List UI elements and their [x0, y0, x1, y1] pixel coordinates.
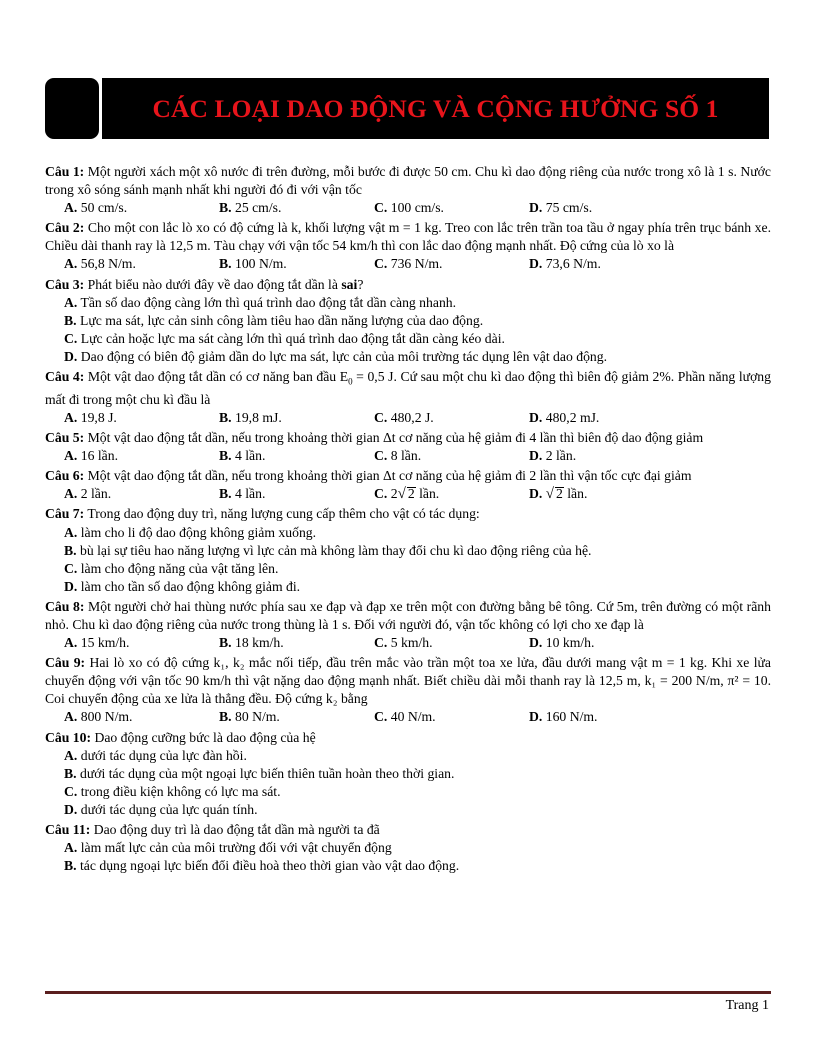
- option-text: 16 lần.: [77, 448, 118, 464]
- answer-option: [64, 255, 219, 273]
- answer-option: [529, 255, 684, 273]
- question-3: [45, 276, 771, 366]
- option-letter: A.: [64, 747, 78, 763]
- question-9: [45, 654, 771, 726]
- option-text: 80 N/m.: [231, 709, 280, 725]
- answer-option: [374, 634, 529, 652]
- question-number: Câu 9:: [45, 655, 86, 671]
- question-number: Câu 1:: [45, 164, 85, 179]
- option-text: dưới tác dụng của lực đàn hồi.: [77, 747, 247, 763]
- answer-option: [64, 708, 219, 726]
- option-text: làm cho động năng của vật tăng lên.: [77, 560, 279, 576]
- question-text: Hai lò xo có độ cứng k₁, k₂ mắc nối tiếp, đầu trên mắc vào trần một toa xe lửa, đầu dưới mang vật m = 1 kg. Khi xe lửa chuyển động với vận tốc 90 km/h thì vật nặng dao động mạnh nhất. Biết chiều dài mỗi thanh ray là 12,5 m, k₁ = 200 N/m, π² = 10. Coi chuyển động của xe lửa là thẳng đều. Độ cứng k₂ bằng: [45, 655, 771, 707]
- answer-options: [45, 409, 771, 427]
- answer-options: [45, 255, 771, 273]
- question-1: [45, 163, 771, 217]
- question-number: Câu 5:: [45, 430, 85, 446]
- question-emphasis: sai: [341, 276, 358, 292]
- question-stem: [45, 467, 771, 485]
- option-letter: B.: [64, 765, 77, 781]
- answer-option: [219, 255, 374, 273]
- answer-option: [529, 634, 684, 652]
- option-text: 50 cm/s.: [77, 200, 128, 216]
- question-5: [45, 429, 771, 465]
- option-text: dưới tác dụng của lực quán tính.: [77, 801, 258, 817]
- footer-divider: [45, 991, 771, 994]
- option-letter: D.: [64, 348, 78, 364]
- option-text: 10 km/h.: [542, 635, 595, 651]
- answer-options: [45, 524, 771, 596]
- answer-options: [45, 708, 771, 726]
- question-stem: [45, 505, 771, 523]
- option-text: 100 N/m.: [231, 256, 287, 272]
- answer-options: [45, 294, 771, 366]
- option-letter: B.: [219, 409, 232, 425]
- question-4: [45, 368, 771, 427]
- option-text: 18 km/h.: [231, 635, 284, 651]
- option-text: làm cho tần số dao động không giảm đi.: [77, 578, 301, 594]
- question-number: Câu 8:: [45, 598, 85, 614]
- answer-option: [45, 765, 771, 783]
- answer-option: [374, 199, 529, 217]
- option-letter: C.: [374, 635, 388, 651]
- answer-option: [219, 447, 374, 465]
- question-7: [45, 505, 771, 595]
- question-6: [45, 467, 771, 503]
- option-letter: D.: [529, 256, 543, 272]
- option-text: 480,2 mJ.: [542, 409, 600, 425]
- answer-option: [45, 524, 771, 542]
- option-letter: A.: [64, 486, 78, 502]
- option-letter: C.: [374, 200, 388, 216]
- option-text: 15 km/h.: [77, 635, 130, 651]
- question-text: Dao động cưỡng bức là dao động của hệ: [91, 729, 316, 745]
- option-text: bù lại sự tiêu hao năng lượng vì lực cản mà không làm thay đổi chu kì dao động riêng của hệ.: [76, 542, 592, 558]
- question-number: Câu 3:: [45, 276, 85, 292]
- answer-option: [45, 578, 771, 596]
- option-letter: B.: [64, 542, 77, 558]
- option-text: 56,8 N/m.: [77, 256, 136, 272]
- question-text: Một người xách một xô nước đi trên đường, mỗi bước đi được 50 cm. Chu kì dao động riêng của nước trong xô là 1 s. Nước trong xô sóng sánh mạnh nhất khi người đó đi với vận tốc: [45, 164, 771, 198]
- answer-option: [64, 447, 219, 465]
- answer-option: [45, 294, 771, 312]
- option-text: 5 km/h.: [387, 635, 433, 651]
- option-text: 2 lần.: [542, 448, 577, 464]
- option-letter: C.: [374, 409, 388, 425]
- question-text: Một vật dao động tắt dần, nếu trong khoảng thời gian Δt cơ năng của hệ giảm đi 4 lần thì biên độ dao động giảm: [84, 430, 704, 446]
- question-stem: [45, 276, 771, 294]
- answer-option: [529, 447, 684, 465]
- sqrt-icon: √: [545, 486, 554, 503]
- question-stem: [45, 729, 771, 747]
- page-title: CÁC LOẠI DAO ĐỘNG VÀ CỘNG HƯỞNG SỐ 1: [152, 93, 719, 123]
- question-stem: [45, 654, 771, 708]
- option-letter: D.: [529, 409, 543, 425]
- option-letter: B.: [219, 200, 232, 216]
- option-letter: A.: [64, 635, 78, 651]
- question-stem: [45, 821, 771, 839]
- option-text: làm cho li độ dao động không giảm xuống.: [77, 524, 317, 540]
- question-text-end: ?: [357, 276, 364, 292]
- question-stem: [45, 163, 771, 199]
- option-letter: B.: [219, 448, 232, 464]
- answer-option: [64, 634, 219, 652]
- answer-option: [64, 485, 219, 503]
- answer-option: [219, 708, 374, 726]
- answer-option: [529, 708, 684, 726]
- question-text: Một vật dao động tắt dần, nếu trong khoảng thời gian Δt cơ năng của hệ giảm đi 2 lần thì vận tốc cực đại giảm: [84, 468, 692, 484]
- answer-options: [45, 747, 771, 819]
- option-letter: D.: [64, 801, 78, 817]
- option-letter: A.: [64, 294, 78, 310]
- question-number: Câu 11:: [45, 822, 91, 838]
- option-letter: D.: [529, 448, 543, 464]
- question-11: [45, 821, 771, 875]
- option-letter: A.: [64, 709, 78, 725]
- option-letter: D.: [529, 486, 543, 502]
- answer-option: [64, 199, 219, 217]
- sqrt-radicand: 2: [555, 486, 563, 502]
- answer-option: [529, 409, 684, 427]
- option-text: dưới tác dụng của một ngoại lực biến thiên tuần hoàn theo thời gian.: [76, 765, 455, 781]
- option-text: làm mất lực cản của môi trường đối với vật chuyển động: [77, 840, 392, 856]
- answer-option: [45, 348, 771, 366]
- option-letter: A.: [64, 409, 78, 425]
- option-text: 100 cm/s.: [387, 200, 444, 216]
- question-number: Câu 10:: [45, 729, 92, 745]
- page-number: Trang 1: [725, 998, 769, 1013]
- answer-option: [45, 560, 771, 578]
- option-text: 4 lần.: [231, 486, 266, 502]
- option-prefix: 2: [387, 486, 398, 502]
- answer-option: [529, 199, 684, 217]
- answer-option: [219, 634, 374, 652]
- answer-option: [45, 839, 771, 857]
- option-text: Dao động có biên độ giảm dần do lực ma sát, lực cản của môi trường tác dụng lên vật dao động.: [77, 348, 608, 364]
- option-letter: B.: [219, 709, 232, 725]
- answer-option: [374, 255, 529, 273]
- question-2: [45, 219, 771, 273]
- option-text: 40 N/m.: [387, 709, 436, 725]
- sqrt-radicand: 2: [407, 486, 415, 502]
- question-stem: [45, 429, 771, 447]
- answer-option: [45, 330, 771, 348]
- answer-option: [64, 409, 219, 427]
- option-letter: A.: [64, 840, 78, 856]
- answer-option: [219, 199, 374, 217]
- answer-option: [45, 542, 771, 560]
- answer-option: [45, 857, 771, 875]
- option-text: lần.: [563, 486, 588, 502]
- question-text: Cho một con lắc lò xo có độ cứng là k, khối lượng vật m = 1 kg. Treo con lắc trên trần toa tầu ở ngay phía trên trục bánh xe. Chiều dài thanh ray là 12,5 m. Tàu chạy với vận tốc 54 km/h thì con lắc dao động mạnh nhất. Độ cứng của lò xo là: [45, 220, 772, 254]
- answer-option: [219, 485, 374, 503]
- answer-options: [45, 447, 771, 465]
- option-text: lần.: [415, 486, 440, 502]
- question-10: [45, 729, 771, 819]
- answer-option: [219, 409, 374, 427]
- option-letter: A.: [64, 200, 78, 216]
- option-letter: A.: [64, 524, 78, 540]
- option-letter: D.: [529, 635, 543, 651]
- option-letter: C.: [64, 330, 78, 346]
- option-text: 800 N/m.: [77, 709, 133, 725]
- answer-option: [374, 485, 529, 503]
- option-text: Lực cản hoặc lực ma sát càng lớn thì quá trình dao động tắt dần càng kéo dài.: [77, 330, 505, 346]
- answer-option: [45, 747, 771, 765]
- option-text: tác dụng ngoại lực biến đổi điều hoà theo thời gian vào vật dao động.: [76, 858, 460, 874]
- option-text: 480,2 J.: [387, 409, 434, 425]
- header-decor-box: [45, 78, 99, 139]
- answer-option: [374, 409, 529, 427]
- answer-option: [374, 708, 529, 726]
- option-text: Lực ma sát, lực cản sinh công làm tiêu hao dần năng lượng của dao động.: [76, 312, 484, 328]
- option-letter: B.: [219, 635, 232, 651]
- question-list: [45, 163, 771, 877]
- option-letter: D.: [529, 200, 543, 216]
- option-letter: B.: [64, 312, 77, 328]
- question-text-end: = 0,5 J. Cứ sau một chu kì dao động thì biên độ giảm 2%. Phần năng lượng mất đi trong một chu kì đầu là: [45, 369, 771, 407]
- answer-options: [45, 485, 771, 503]
- option-letter: C.: [64, 560, 78, 576]
- option-letter: A.: [64, 448, 78, 464]
- option-text: trong điều kiện không có lực ma sát.: [77, 783, 281, 799]
- option-letter: D.: [529, 709, 543, 725]
- option-letter: D.: [64, 578, 78, 594]
- option-text: 25 cm/s.: [231, 200, 282, 216]
- answer-option: [529, 485, 684, 503]
- option-text: 19,8 J.: [77, 409, 117, 425]
- option-text: 75 cm/s.: [542, 200, 593, 216]
- answer-option: [45, 783, 771, 801]
- option-letter: C.: [64, 783, 78, 799]
- question-stem: [45, 219, 771, 255]
- option-letter: C.: [374, 256, 388, 272]
- answer-options: [45, 839, 771, 875]
- question-number: Câu 4:: [45, 369, 85, 385]
- option-letter: B.: [64, 858, 77, 874]
- question-stem: [45, 598, 771, 634]
- option-letter: C.: [374, 448, 388, 464]
- question-text: Trong dao động duy trì, năng lượng cung cấp thêm cho vật có tác dụng:: [84, 506, 480, 522]
- option-letter: C.: [374, 709, 388, 725]
- answer-options: [45, 634, 771, 652]
- option-letter: B.: [219, 256, 232, 272]
- answer-option: [45, 801, 771, 819]
- question-text: Dao động duy trì là dao động tắt dần mà người ta đã: [90, 822, 380, 838]
- sqrt-icon: √: [397, 486, 406, 503]
- question-text: Một người chở hai thùng nước phía sau xe đạp và đạp xe trên một con đường bằng bê tông. Cứ 5m, trên đường có một rãnh nhỏ. Chu kì dao động riêng của nước trong thùng là 1 s. Đối với người đó, vận tốc không có lợi cho xe đạp là: [45, 598, 771, 632]
- header-banner: [102, 78, 769, 139]
- question-8: [45, 598, 771, 652]
- option-text: 19,8 mJ.: [231, 409, 282, 425]
- option-text: 736 N/m.: [387, 256, 443, 272]
- question-number: Câu 6:: [45, 468, 85, 484]
- option-letter: A.: [64, 256, 78, 272]
- option-text: 73,6 N/m.: [542, 256, 601, 272]
- question-number: Câu 2:: [45, 220, 85, 236]
- option-text: 8 lần.: [387, 448, 422, 464]
- option-text: Tần số dao động càng lớn thì quá trình dao động tắt dần càng nhanh.: [77, 294, 457, 310]
- question-number: Câu 7:: [45, 506, 85, 522]
- option-letter: B.: [219, 486, 232, 502]
- answer-option: [374, 447, 529, 465]
- answer-option: [45, 312, 771, 330]
- option-letter: C.: [374, 486, 388, 502]
- question-stem: [45, 368, 771, 409]
- question-subscript: 0: [348, 376, 353, 387]
- question-text: Một vật dao động tắt dần có cơ năng ban đầu E: [84, 369, 349, 385]
- question-text: Phát biểu nào dưới đây về dao động tắt dần là: [84, 276, 342, 292]
- option-text: 2 lần.: [77, 486, 112, 502]
- option-text: 160 N/m.: [542, 709, 598, 725]
- option-text: 4 lần.: [231, 448, 266, 464]
- answer-options: [45, 199, 771, 217]
